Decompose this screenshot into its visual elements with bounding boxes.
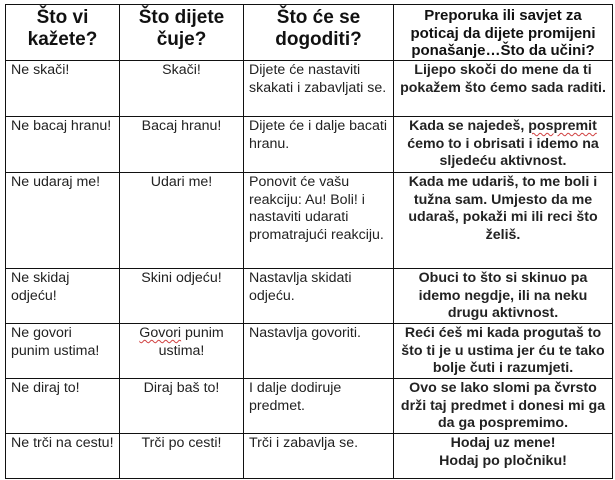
- table-row: [6, 434, 613, 479]
- cell-say: Ne trči na cestu!: [6, 434, 120, 479]
- advice-text: ćemo to i obrisati i idemo na sljedeću aktivnost.: [407, 135, 599, 169]
- cell-say: Ne udaraj me!: [6, 173, 120, 269]
- cell-hear: [120, 324, 244, 379]
- table-row: [6, 173, 613, 269]
- cell-happen: Nastavlja govoriti.: [244, 324, 394, 379]
- header-row: [6, 5, 613, 61]
- cell-happen: Dijete će i dalje bacati hranu.: [244, 117, 394, 173]
- cell-say: Ne bacaj hranu!: [6, 117, 120, 173]
- table-row: [6, 324, 613, 379]
- cell-advice: Obuci to što si skinuo pa idemo negdje, ili na neku drugu aktivnost.: [394, 269, 613, 324]
- advice-line: Hodaj uz mene!: [450, 435, 556, 451]
- cell-advice: [394, 434, 613, 479]
- cell-hear: Trči po cesti!: [120, 434, 244, 479]
- table-row: [6, 61, 613, 117]
- table-row: [6, 379, 613, 434]
- header-what-child-hears: Što dijete čuje?: [120, 5, 244, 61]
- cell-happen: Dijete će nastaviti skakati i zabavljati se.: [244, 61, 394, 117]
- behavior-table: [5, 4, 613, 479]
- header-what-will-happen: Što će se dogoditi?: [244, 5, 394, 61]
- header-recommendation: Preporuka ili savjet za poticaj da dijete promijeni ponašanje…Što da učini?: [394, 5, 613, 61]
- cell-happen: Nastavlja skidati odjeću.: [244, 269, 394, 324]
- advice-text: Kada se najedeš,: [409, 118, 529, 134]
- spellcheck-flagged-word[interactable]: pospremit: [528, 118, 597, 134]
- cell-hear: Skači!: [120, 61, 244, 117]
- cell-advice: Lijepo skoči do mene da ti pokažem što ćemo sada raditi.: [394, 61, 613, 117]
- cell-hear: Udari me!: [120, 173, 244, 269]
- cell-happen: Trči i zabavlja se.: [244, 434, 394, 479]
- cell-advice: Reći ćeš mi kada progutaš to što ti je u ustima jer ću te tako bolje čuti i razumjeti.: [394, 324, 613, 379]
- cell-hear: Skini odjeću!: [120, 269, 244, 324]
- table-row: [6, 269, 613, 324]
- hear-text: punim ustima!: [158, 325, 224, 359]
- table-row: [6, 117, 613, 173]
- cell-advice: Kada me udariš, to me boli i tužna sam. Umjesto da me udaraš, pokaži mi ili reci što želiš.: [394, 173, 613, 269]
- cell-say: Ne skidaj odjeću!: [6, 269, 120, 324]
- cell-hear: Diraj baš to!: [120, 379, 244, 434]
- cell-happen: I dalje dodiruje predmet.: [244, 379, 394, 434]
- cell-advice: [394, 117, 613, 173]
- cell-advice: Ovo se lako slomi pa čvrsto drži taj predmet i donesi mi ga da ga pospremimo.: [394, 379, 613, 434]
- header-what-you-say: Što vi kažete?: [6, 5, 120, 61]
- cell-say: Ne govori punim ustima!: [6, 324, 120, 379]
- cell-hear: Bacaj hranu!: [120, 117, 244, 173]
- cell-happen: Ponovit će vašu reakciju: Au! Boli! i nastaviti udarati promatrajući reakciju.: [244, 173, 394, 269]
- cell-say: Ne diraj to!: [6, 379, 120, 434]
- cell-say: Ne skači!: [6, 61, 120, 117]
- spellcheck-flagged-word[interactable]: Govori: [139, 325, 182, 341]
- advice-line: Hodaj po pločniku!: [439, 452, 567, 469]
